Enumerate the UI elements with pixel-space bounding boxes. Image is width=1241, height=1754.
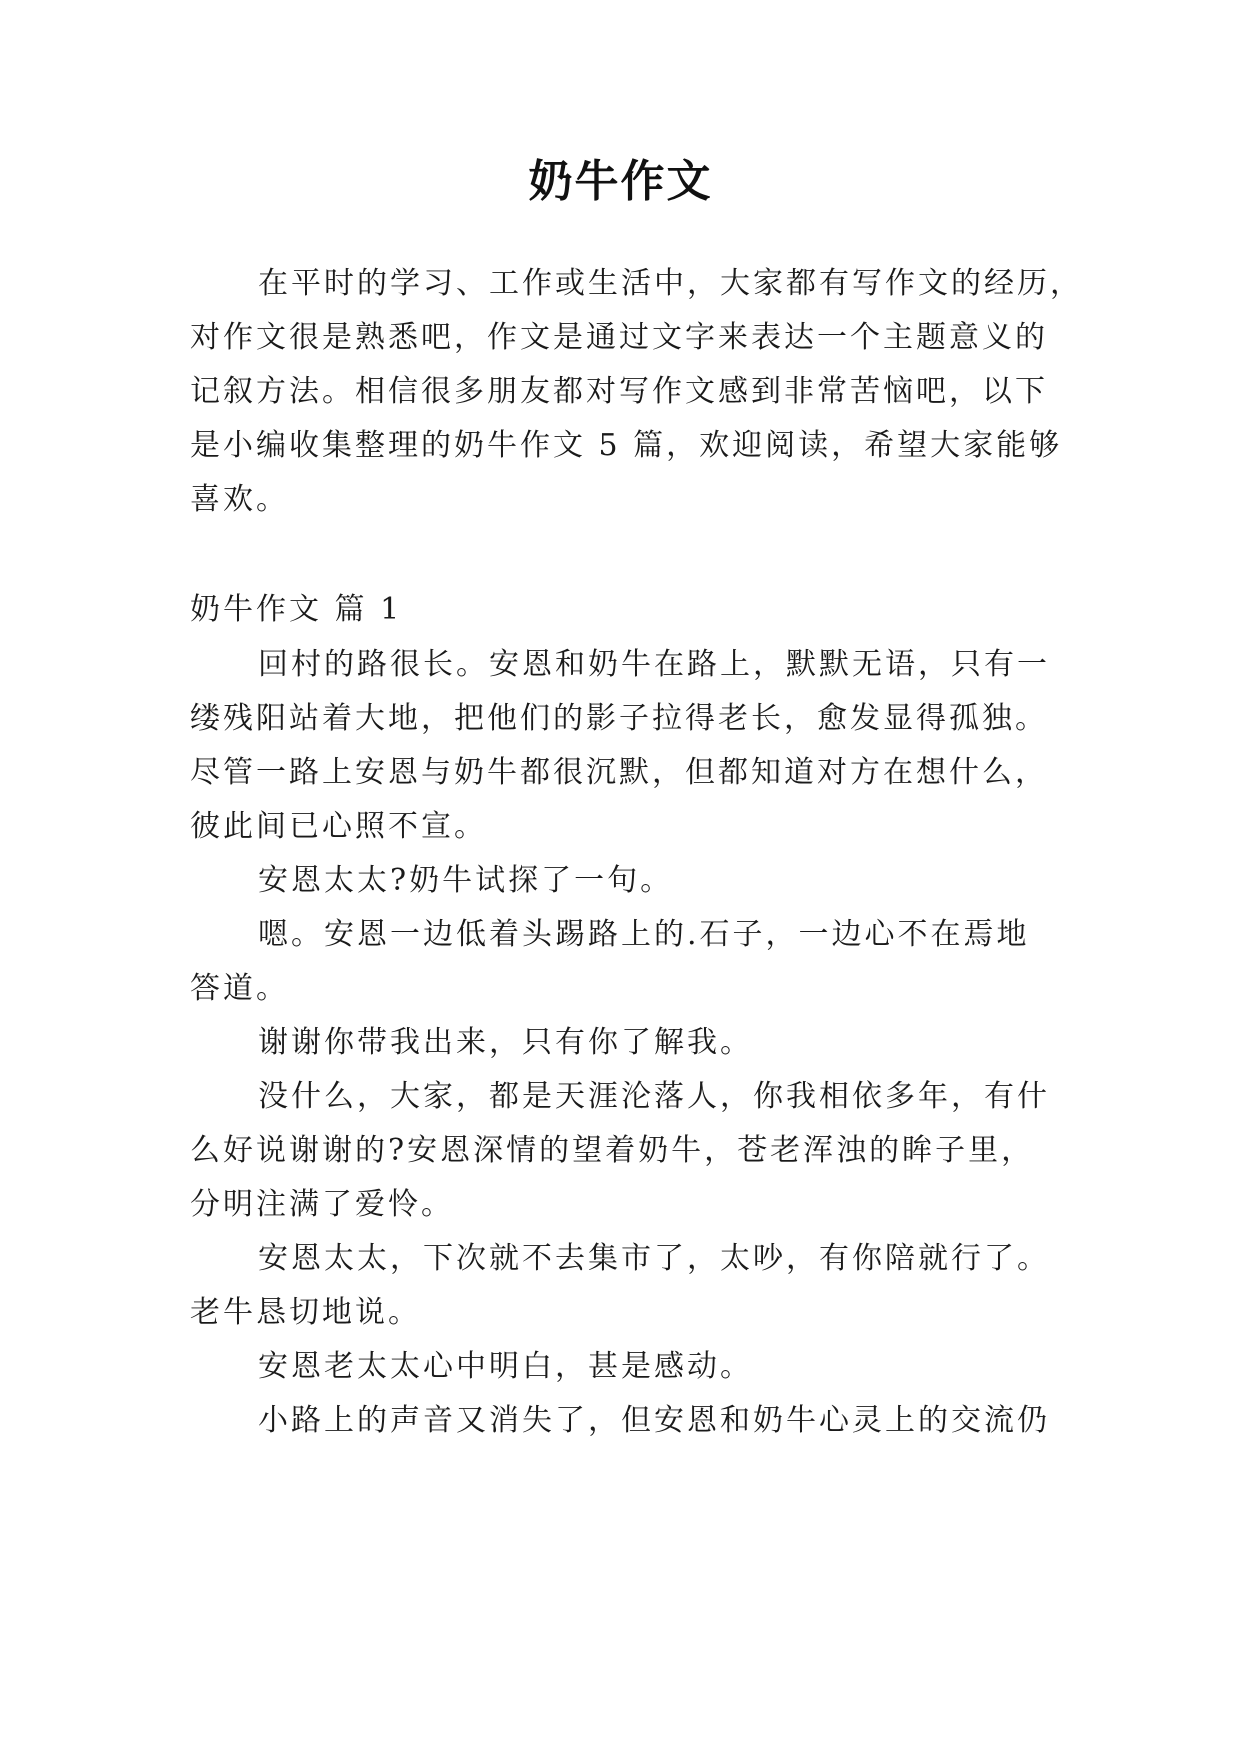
body-line: 回村的路很长。安恩和奶牛在路上，默默无语，只有一 xyxy=(258,647,1050,682)
body-line: 缕残阳站着大地，把他们的影子拉得老长，愈发显得孤独。 xyxy=(190,701,1048,736)
body-line: 彼此间已心照不宣。 xyxy=(190,809,487,844)
body-line: 嗯。安恩一边低着头踢路上的.石子，一边心不在焉地 xyxy=(258,917,1030,952)
intro-line: 是小编收集整理的奶牛作文 5 篇，欢迎阅读，希望大家能够 xyxy=(190,428,1063,463)
body-line: 小路上的声音又消失了，但安恩和奶牛心灵上的交流仍 xyxy=(258,1403,1050,1438)
intro-line: 喜欢。 xyxy=(190,482,289,517)
body-line: 老牛恳切地说。 xyxy=(190,1295,421,1330)
intro-line: 记叙方法。相信很多朋友都对写作文感到非常苦恼吧，以下 xyxy=(190,374,1048,409)
intro-line: 对作文很是熟悉吧，作文是通过文字来表达一个主题意义的 xyxy=(190,320,1048,355)
body-line: 谢谢你带我出来，只有你了解我。 xyxy=(258,1025,753,1060)
section-heading: 奶牛作文 篇 1 xyxy=(190,592,403,627)
intro-line: 在平时的学习、工作或生活中，大家都有写作文的经历， xyxy=(258,266,1083,301)
body-line: 安恩老太太心中明白，甚是感动。 xyxy=(258,1349,753,1384)
document-title: 奶牛作文 xyxy=(528,156,713,207)
body-line: 安恩太太?奶牛试探了一句。 xyxy=(258,863,674,898)
body-line: 尽管一路上安恩与奶牛都很沉默，但都知道对方在想什么， xyxy=(190,755,1048,790)
body-line: 么好说谢谢的?安恩深情的望着奶牛，苍老浑浊的眸子里， xyxy=(190,1133,1035,1168)
body-line: 答道。 xyxy=(190,971,289,1006)
body-line: 没什么，大家，都是天涯沦落人，你我相依多年，有什 xyxy=(258,1079,1050,1114)
body-line: 安恩太太，下次就不去集市了，太吵，有你陪就行了。 xyxy=(258,1241,1050,1276)
body-line: 分明注满了爱怜。 xyxy=(190,1187,454,1222)
